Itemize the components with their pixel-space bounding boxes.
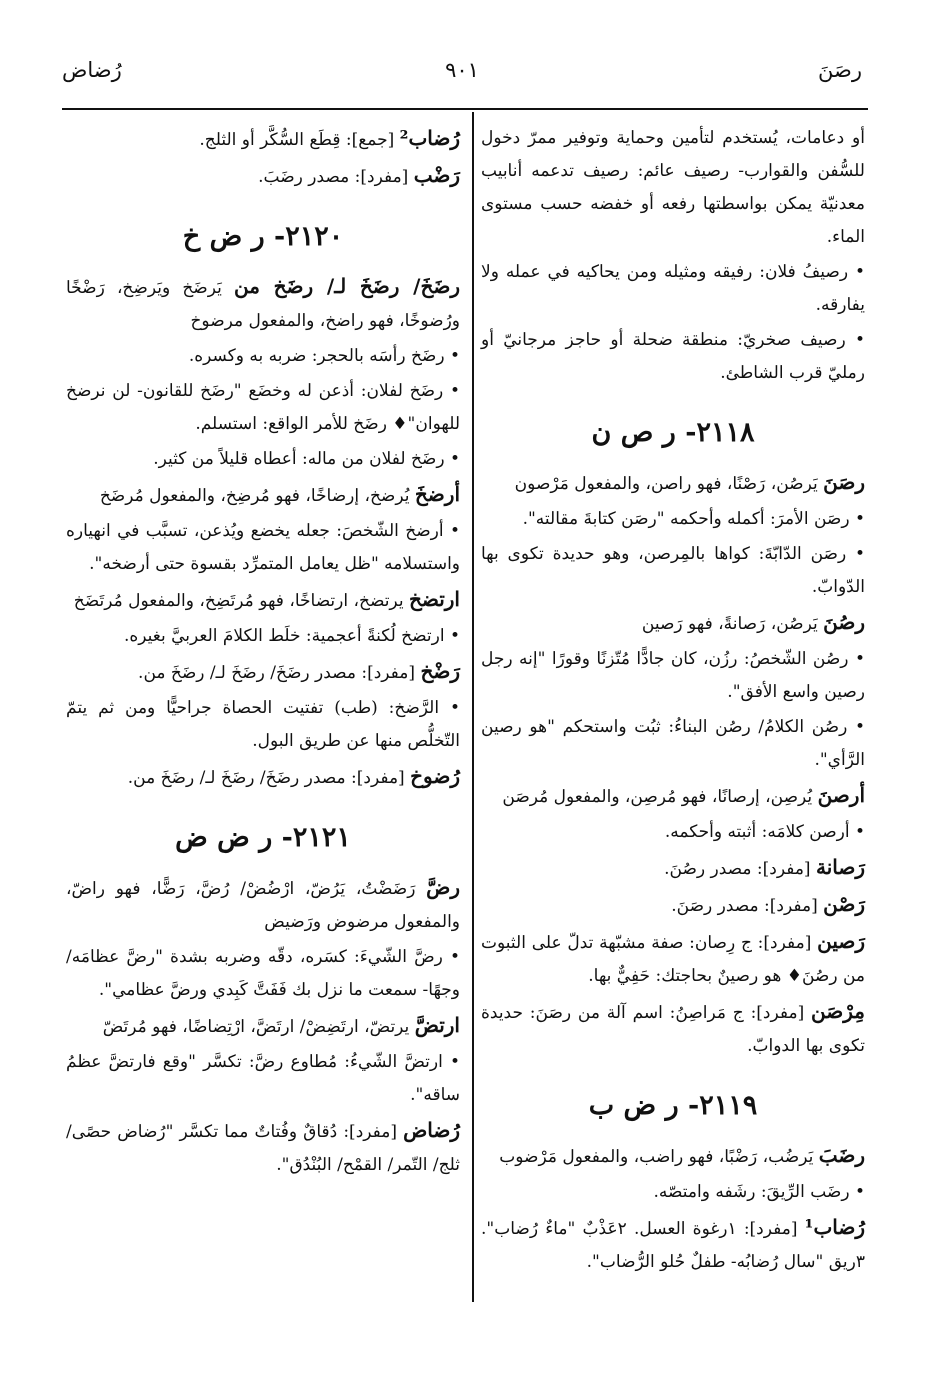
entry-text: • رصُن الشّخصُ: رزُن، كان جادًّا مُتّزنًا وقورًا "إنه رجل رصين واسع الأفق". (481, 649, 865, 702)
dictionary-entry (481, 851, 865, 886)
entry-text: يَرضُب، رَضْبًا، فهو راضب، والمفعول مَرْضوب (499, 1147, 819, 1167)
left-column (66, 122, 460, 1184)
entry-headword: رضَخَ/ رضَخَ لـ/ رضَخ من (234, 274, 460, 298)
entry-text: يَرصُن، رَصانةً، فهو رَصين (641, 614, 824, 634)
dictionary-entry (481, 888, 865, 923)
dictionary-entry (66, 443, 460, 476)
dictionary-entry (66, 270, 460, 338)
entry-text: • رصَن الدّابّةَ: كواها بالمِرصن، وهو حديدة تكوى بها الدّوابّ. (481, 544, 865, 597)
entry-text: • رضَخ رأسَه بالحجر: ضربه به وكسره. (188, 346, 460, 366)
dictionary-entry (481, 711, 865, 777)
entry-headword: رَضْخ (420, 659, 460, 683)
dictionary-entry (481, 1211, 865, 1279)
dictionary-entry (66, 655, 460, 690)
dictionary-entry (481, 256, 865, 322)
entry-text: رَضَضْتُ، يَرُضّ، ارْضُضْ/ رُضَّ، رَضًّا، فهو راضّ، والمفعول مرضوض ورَضيض (66, 879, 460, 932)
entry-text: يُرصِن، إرصانًا، فهو مُرصِن، والمفعول مُرصَن (502, 787, 818, 807)
dictionary-entry (481, 779, 865, 814)
entry-headword: رُضاب² (399, 126, 460, 150)
entry-text: • رصُن الكلامُ/ رصُن البناءُ: ثبُت واستحكم "هو رصين الرَّأي". (481, 717, 865, 770)
entry-headword: رَضْب (413, 163, 460, 187)
entry-headword: رُضاض (403, 1118, 460, 1142)
entry-text: • رضَب الرِّيقَ: رشَفه وامتصّه. (653, 1182, 865, 1202)
dictionary-entry (481, 1139, 865, 1174)
dictionary-entry (66, 1009, 460, 1044)
dictionary-entry (481, 122, 865, 254)
entry-text: [مفرد]: ١رغوة العسل. ٢عَذْبٌ "ماءٌ رُضاب". ٣ريق "سال رُضابُه- طفلٌ حُلو الرُّضاب". (481, 1219, 865, 1272)
entry-text: [مفرد]: مصدر رصَنَ. (671, 896, 824, 916)
entry-text: • رضَخ لفلان من ماله: أعطاه قليلاً من كثير. (153, 449, 460, 469)
dictionary-entry (481, 816, 865, 849)
dictionary-entry (66, 159, 460, 194)
dictionary-entry (66, 941, 460, 1007)
section-heading: ٢١٢١- ر ض ض (175, 822, 351, 853)
entry-text: [مفرد]: مصدر رضَخَ/ رضَخَ لـ/ رضَخَ من. (127, 768, 411, 788)
entry-text: [جمع]: قِطَع السُّكَّر أو الثلج. (199, 130, 400, 150)
dictionary-entry (66, 375, 460, 441)
entry-text: • أرضخ الشّخصَ: جعله يخضع ويُذعن، تسبَّب في انهياره واستسلامه "ظل يعامل المتمرِّد بقسوة حتى أرضخه". (66, 521, 460, 574)
dictionary-entry (66, 871, 460, 939)
entry-headword: رَصين (817, 929, 865, 953)
dictionary-entry (66, 1046, 460, 1112)
dictionary-entry (481, 466, 865, 501)
entry-headword: أرضخَ (414, 482, 460, 506)
entry-text: يرتضّ، ارتَضِضْ/ ارتَضَّ، ارْتِضاضًا، فهو مُرتَضّ (102, 1017, 415, 1037)
dictionary-entry (481, 503, 865, 536)
entry-text: • رضَخ لفلان: أذعن له وخضَع "رضَخ للقانون- لن نرضخ للهوان"♦ رضَخ للأمر الواقع: استسلم. (66, 381, 460, 434)
entry-headword: ارتضخ (408, 587, 460, 611)
entry-text: [مفرد]: مصدر رصُنَ. (664, 859, 816, 879)
entry-text: • رضَّ الشّيءَ: كسَره، دقّه وضربه بشدة "رضَّ عظامَه/ وجهًا- سمعت ما نزل بك فَفَتَّ كَبِدي ورضَّ عظامي". (66, 947, 460, 1000)
header-rule (62, 108, 868, 110)
dictionary-entry (481, 995, 865, 1063)
dictionary-entry (481, 925, 865, 993)
entry-text: • أرصن كلامَه: أثبته وأحكمه. (664, 822, 865, 842)
entry-text: [مفرد]: دُقاقٌ وفُتاتٌ مما تكسَّر "رُضاض حصًى/ ثلج/ التّمر/ القمْح/ البُنْدُق". (66, 1122, 460, 1175)
entry-headword: رصُنَ (823, 610, 865, 634)
entry-text: • ارتضَّ الشّيءُ: مُطاوع رضَّ: تكسَّر "وقع فارتضَّ عظمُ ساقه". (66, 1052, 460, 1105)
dictionary-entry (481, 1176, 865, 1209)
running-head-left: رُضاض (62, 58, 122, 82)
column-divider (472, 112, 474, 1302)
page-number: ٩٠١ (445, 58, 479, 82)
dictionary-entry (481, 538, 865, 604)
entry-text: [مفرد]: ج مَراصِنُ: اسم آلة من رصَنَ: حديدة تكوى بها الدوابّ. (481, 1003, 865, 1056)
entry-text: • رصَن الأمرَ: أكمله وأحكمه "رصَن كتابةَ مقالته". (522, 509, 865, 529)
dictionary-entry (66, 340, 460, 373)
entry-text: يرتضخ، ارتضاخًا، فهو مُرتَضِخ، والمفعول مُرتَضَخ (73, 591, 409, 611)
page-header (62, 58, 862, 98)
dictionary-entry (66, 515, 460, 581)
entry-text: • الرَّضخ: (طب) تفتيت الحصاة جراحيًّا ومن ثم يتمّ التّخلُّص منها عن طريق البول. (66, 698, 460, 751)
entry-text: يَرضَخ ويَرضِخ، رَضْخًا ورُضوخًا، فهو راضخ، والمفعول مرضوخ (66, 278, 460, 331)
dictionary-entry (481, 643, 865, 709)
dictionary-entry (66, 1114, 460, 1182)
entry-headword: رُضوخ (410, 764, 460, 788)
entry-text: يَرصُن، رَصْنًا، فهو راصن، والمفعول مَرْصون (514, 474, 824, 494)
entry-headword: رضَبَ (818, 1143, 865, 1167)
entry-text: [مفرد]: مصدر رضَخَ/ رضَخَ لـ/ رضَخَ من. (138, 663, 421, 683)
section-heading: ٢١١٨- ر ص ن (591, 417, 755, 448)
entry-headword: رضَّ (426, 875, 460, 899)
section-heading: ٢١١٩- ر ض ب (588, 1090, 758, 1121)
dictionary-entry (66, 692, 460, 758)
entry-text: • رصيف صخريّ: منطقة ضحلة أو حاجز مرجانيّ أو رمليّ قرب الشاطئ. (481, 330, 865, 383)
dictionary-entry (66, 583, 460, 618)
dictionary-entry (66, 122, 460, 157)
entry-text: [مفرد]: ج رِصان: صفة مشبّهة تدلّ على الثبوت من رصُنَ♦ هو رصينٌ بحاجتك: حَفِيٌّ بها. (481, 933, 865, 986)
entry-headword: مِرْصَن (811, 999, 865, 1023)
section-heading: ٢١٢٠- ر ض خ (182, 221, 344, 252)
dictionary-entry (66, 620, 460, 653)
entry-headword: ارتضَّ (414, 1013, 460, 1037)
entry-headword: أرصنَ (817, 783, 865, 807)
entry-text: [مفرد]: مصدر رضَبَ. (258, 167, 414, 187)
entry-headword: رَصانة (815, 855, 865, 879)
entry-headword: رُضاب¹ (804, 1215, 865, 1239)
dictionary-entry (481, 606, 865, 641)
dictionary-entry (66, 760, 460, 795)
entry-text: • ارتضخ لُكنةً أعجمية: خلَط الكلامَ العربيَّ بغيره. (123, 626, 460, 646)
entry-text: • رصيفُ فلان: رفيقه ومثيله ومن يحاكيه في عمله ولا يفارقه. (481, 262, 865, 315)
right-column (481, 122, 865, 1281)
entry-headword: رصَنَ (823, 470, 865, 494)
entry-text: يُرضخ، إرضاخًا، فهو مُرضِخ، والمفعول مُرضَخ (99, 486, 415, 506)
dictionary-entry (66, 478, 460, 513)
dictionary-entry (481, 324, 865, 390)
entry-text: أو دعامات، يُستخدم لتأمين وحماية وتوفير ممرّ دخول للسُّفن والقوارب- رصيف عائم: رصيف تدعمه أنابيب معدنيّة يمكن بواسطتها رفعه أو خفضه حسب مستوى الماء. (481, 128, 865, 247)
entry-headword: رَصْن (823, 892, 865, 916)
running-head-right: رصَنَ (818, 58, 862, 82)
